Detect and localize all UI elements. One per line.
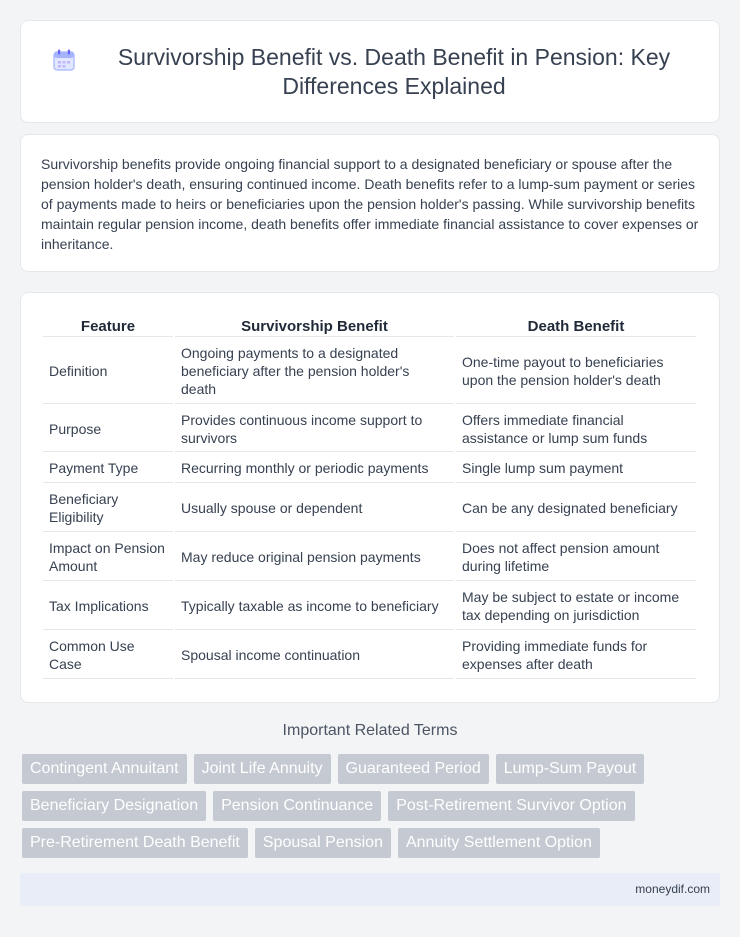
- footer-site-link[interactable]: moneydif.com: [635, 882, 710, 896]
- table-row: [43, 339, 696, 404]
- death-benefit-cell: One-time payout to beneficiaries upon the pension holder's death: [456, 339, 696, 404]
- comparison-table: [41, 315, 698, 681]
- table-row: [43, 632, 696, 679]
- tag-row: [22, 754, 722, 784]
- death-benefit-cell: Does not affect pension amount during lifetime: [456, 534, 696, 581]
- feature-cell: Payment Type: [43, 454, 173, 483]
- tag-lump-sum-payout[interactable]: Lump-Sum Payout: [496, 754, 645, 784]
- feature-cell: Tax Implications: [43, 583, 173, 630]
- feature-cell: Purpose: [43, 406, 173, 452]
- death-benefit-cell: Can be any designated beneficiary: [456, 485, 696, 532]
- survivorship-cell: Typically taxable as income to beneficiary: [175, 583, 454, 630]
- related-terms-list: [22, 754, 722, 865]
- title-wrap: [51, 43, 689, 101]
- death-benefit-cell: May be subject to estate or income tax depending on jurisdiction: [456, 583, 696, 630]
- related-terms-title: Important Related Terms: [282, 722, 458, 739]
- death-benefit-cell: Providing immediate funds for expenses after death: [456, 632, 696, 679]
- table-row: [43, 454, 696, 483]
- feature-cell: Definition: [43, 339, 173, 404]
- tag-pension-continuance[interactable]: Pension Continuance: [213, 791, 381, 821]
- survivorship-cell: Ongoing payments to a designated beneficiary after the pension holder's death: [175, 339, 454, 404]
- survivorship-cell: Usually spouse or dependent: [175, 485, 454, 532]
- feature-cell: Common Use Case: [43, 632, 173, 679]
- feature-cell: Beneficiary Eligibility: [43, 485, 173, 532]
- table-row: [43, 583, 696, 630]
- tag-row: [22, 791, 722, 821]
- tag-row: [22, 828, 722, 858]
- summary-text: Survivorship benefits provide ongoing financial support to a designated beneficiary or spouse after the pension holder's death, ensuring continued income. Death benefits refer to a lump-sum payment or series of payments made to heirs or beneficiaries upon the pension holder's passing. While survivorship benefits maintain regular pension income, death benefits offer immediate financial assistance to cover expenses or inheritance.: [41, 156, 699, 252]
- table-header-row: [43, 317, 696, 337]
- header-death-benefit: Death Benefit: [456, 317, 696, 337]
- tag-guaranteed-period[interactable]: Guaranteed Period: [338, 754, 489, 784]
- table-row: [43, 534, 696, 581]
- death-benefit-cell: Offers immediate financial assistance or lump sum funds: [456, 406, 696, 452]
- death-benefit-cell: Single lump sum payment: [456, 454, 696, 483]
- calendar-icon: [51, 47, 77, 73]
- tag-beneficiary-designation[interactable]: Beneficiary Designation: [22, 791, 206, 821]
- tag-joint-life-annuity[interactable]: Joint Life Annuity: [194, 754, 331, 784]
- survivorship-cell: May reduce original pension payments: [175, 534, 454, 581]
- tag-contingent-annuitant[interactable]: Contingent Annuitant: [22, 754, 187, 784]
- footer: [20, 873, 720, 906]
- comparison-table-card: [20, 292, 720, 703]
- tag-post-retirement-survivor-option[interactable]: Post-Retirement Survivor Option: [388, 791, 634, 821]
- page-title: Survivorship Benefit vs. Death Benefit in Pension: Key Differences Explained: [117, 43, 671, 99]
- table-row: [43, 485, 696, 532]
- header-survivorship-benefit: Survivorship Benefit: [175, 317, 454, 337]
- title-card: [20, 20, 720, 123]
- survivorship-cell: Provides continuous income support to survivors: [175, 406, 454, 452]
- feature-cell: Impact on Pension Amount: [43, 534, 173, 581]
- tag-pre-retirement-death-benefit[interactable]: Pre-Retirement Death Benefit: [22, 828, 248, 858]
- tag-annuity-settlement-option[interactable]: Annuity Settlement Option: [398, 828, 600, 858]
- survivorship-cell: Spousal income continuation: [175, 632, 454, 679]
- table-row: [43, 406, 696, 452]
- summary-card: [20, 134, 720, 272]
- header-feature: Feature: [43, 317, 173, 337]
- tag-spousal-pension[interactable]: Spousal Pension: [255, 828, 391, 858]
- survivorship-cell: Recurring monthly or periodic payments: [175, 454, 454, 483]
